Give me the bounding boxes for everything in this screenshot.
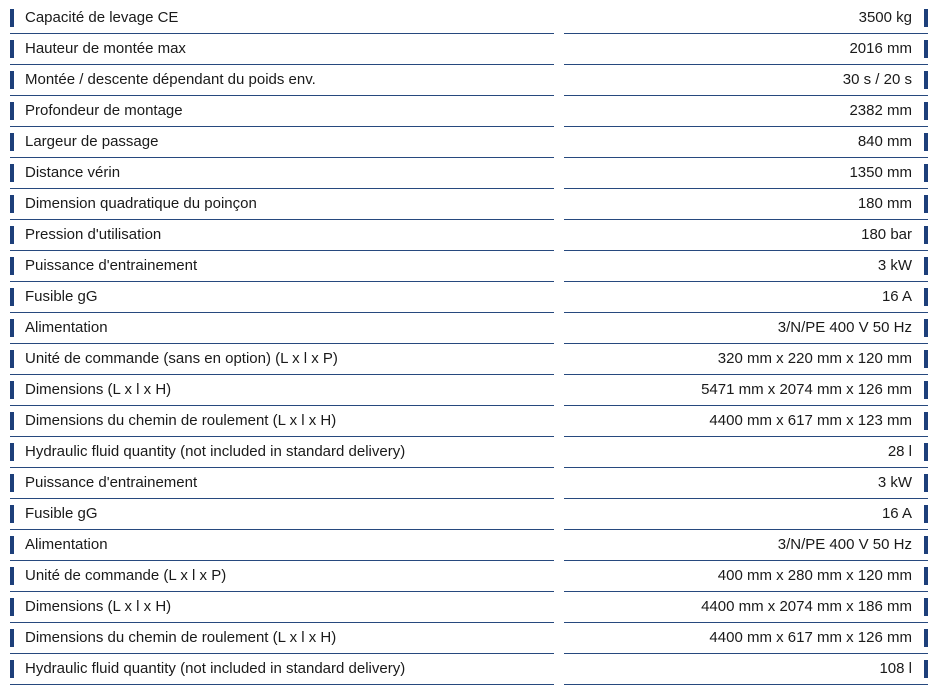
row-accent-bar bbox=[924, 629, 928, 647]
spec-value: 1350 mm bbox=[849, 164, 912, 181]
spec-value: 3/N/PE 400 V 50 Hz bbox=[777, 536, 912, 553]
spec-value-cell bbox=[564, 499, 928, 530]
row-accent-bar bbox=[10, 288, 14, 306]
spec-value: 16 A bbox=[881, 505, 912, 522]
spec-row bbox=[0, 406, 937, 437]
spec-value-cell bbox=[564, 623, 928, 654]
spec-label: Fusible gG bbox=[25, 288, 98, 305]
spec-value: 108 l bbox=[879, 660, 912, 677]
spec-label: Alimentation bbox=[25, 319, 108, 336]
spec-row bbox=[0, 468, 937, 499]
row-accent-bar bbox=[924, 660, 928, 678]
spec-label-cell bbox=[10, 158, 554, 189]
spec-value-cell bbox=[564, 220, 928, 251]
spec-value-cell bbox=[564, 561, 928, 592]
spec-value: 30 s / 20 s bbox=[842, 71, 912, 88]
row-accent-bar bbox=[10, 319, 14, 337]
spec-row bbox=[0, 189, 937, 220]
row-accent-bar bbox=[10, 226, 14, 244]
spec-value-cell bbox=[564, 468, 928, 499]
row-accent-bar bbox=[924, 226, 928, 244]
spec-label: Dimensions (L x l x H) bbox=[25, 598, 172, 615]
spec-value: 4400 mm x 2074 mm x 186 mm bbox=[701, 598, 912, 615]
spec-label: Distance vérin bbox=[25, 164, 121, 181]
spec-label-cell bbox=[10, 65, 554, 96]
spec-value-cell bbox=[564, 96, 928, 127]
spec-value: 3500 kg bbox=[858, 9, 912, 26]
spec-value-cell bbox=[564, 592, 928, 623]
spec-label: Hauteur de montée max bbox=[25, 40, 186, 57]
spec-value-cell bbox=[564, 34, 928, 65]
spec-label: Puissance d'entrainement bbox=[25, 474, 198, 491]
spec-value: 840 mm bbox=[857, 133, 912, 150]
row-accent-bar bbox=[10, 505, 14, 523]
row-accent-bar bbox=[924, 133, 928, 151]
spec-row bbox=[0, 375, 937, 406]
row-accent-bar bbox=[924, 164, 928, 182]
spec-value-cell bbox=[564, 344, 928, 375]
row-accent-bar bbox=[10, 257, 14, 275]
row-accent-bar bbox=[924, 505, 928, 523]
row-accent-bar bbox=[10, 629, 14, 647]
row-accent-bar bbox=[10, 71, 14, 89]
spec-label: Hydraulic fluid quantity (not included in standard delivery) bbox=[25, 660, 406, 677]
spec-label-cell bbox=[10, 220, 554, 251]
row-accent-bar bbox=[924, 381, 928, 399]
spec-value-cell bbox=[564, 437, 928, 468]
spec-label: Dimensions du chemin de roulement (L x l x H) bbox=[25, 412, 337, 429]
row-accent-bar bbox=[10, 164, 14, 182]
spec-value-cell bbox=[564, 3, 928, 34]
spec-row bbox=[0, 3, 937, 34]
spec-value-cell bbox=[564, 406, 928, 437]
row-accent-bar bbox=[924, 598, 928, 616]
spec-label-cell bbox=[10, 3, 554, 34]
spec-row bbox=[0, 344, 937, 375]
spec-value-cell bbox=[564, 65, 928, 96]
spec-row bbox=[0, 158, 937, 189]
spec-value-cell bbox=[564, 313, 928, 344]
spec-row bbox=[0, 654, 937, 685]
spec-value: 16 A bbox=[881, 288, 912, 305]
spec-label-cell bbox=[10, 623, 554, 654]
row-accent-bar bbox=[924, 40, 928, 58]
spec-label-cell bbox=[10, 499, 554, 530]
spec-table bbox=[0, 3, 937, 685]
spec-row bbox=[0, 623, 937, 654]
spec-value-cell bbox=[564, 189, 928, 220]
spec-value-cell bbox=[564, 127, 928, 158]
spec-value: 2382 mm bbox=[849, 102, 912, 119]
spec-value-cell bbox=[564, 654, 928, 685]
spec-value: 180 bar bbox=[861, 226, 912, 243]
spec-row bbox=[0, 127, 937, 158]
row-accent-bar bbox=[10, 102, 14, 120]
spec-value-cell bbox=[564, 282, 928, 313]
spec-value: 180 mm bbox=[857, 195, 912, 212]
row-accent-bar bbox=[924, 9, 928, 27]
spec-label: Unité de commande (L x l x P) bbox=[25, 567, 227, 584]
spec-value: 320 mm x 220 mm x 120 mm bbox=[717, 350, 912, 367]
spec-row bbox=[0, 96, 937, 127]
row-accent-bar bbox=[924, 350, 928, 368]
row-accent-bar bbox=[10, 195, 14, 213]
spec-label-cell bbox=[10, 96, 554, 127]
spec-label: Fusible gG bbox=[25, 505, 98, 522]
spec-label-cell bbox=[10, 313, 554, 344]
row-accent-bar bbox=[10, 443, 14, 461]
row-accent-bar bbox=[10, 660, 14, 678]
row-accent-bar bbox=[924, 288, 928, 306]
spec-value: 3/N/PE 400 V 50 Hz bbox=[777, 319, 912, 336]
row-accent-bar bbox=[10, 412, 14, 430]
spec-row bbox=[0, 592, 937, 623]
spec-value-cell bbox=[564, 375, 928, 406]
spec-label: Dimensions (L x l x H) bbox=[25, 381, 172, 398]
spec-value-cell bbox=[564, 530, 928, 561]
row-accent-bar bbox=[924, 412, 928, 430]
spec-label-cell bbox=[10, 375, 554, 406]
row-accent-bar bbox=[10, 567, 14, 585]
row-accent-bar bbox=[924, 567, 928, 585]
row-accent-bar bbox=[10, 133, 14, 151]
spec-row bbox=[0, 251, 937, 282]
spec-row bbox=[0, 220, 937, 251]
spec-label-cell bbox=[10, 561, 554, 592]
row-accent-bar bbox=[10, 598, 14, 616]
spec-value: 5471 mm x 2074 mm x 126 mm bbox=[701, 381, 912, 398]
spec-row bbox=[0, 530, 937, 561]
spec-label: Montée / descente dépendant du poids env. bbox=[25, 71, 316, 88]
spec-value-cell bbox=[564, 158, 928, 189]
spec-value: 4400 mm x 617 mm x 123 mm bbox=[709, 412, 912, 429]
spec-label-cell bbox=[10, 344, 554, 375]
row-accent-bar bbox=[924, 319, 928, 337]
row-accent-bar bbox=[924, 536, 928, 554]
row-accent-bar bbox=[924, 257, 928, 275]
spec-label-cell bbox=[10, 468, 554, 499]
spec-value: 400 mm x 280 mm x 120 mm bbox=[717, 567, 912, 584]
spec-label-cell bbox=[10, 189, 554, 220]
spec-label: Puissance d'entrainement bbox=[25, 257, 198, 274]
row-accent-bar bbox=[924, 102, 928, 120]
spec-label: Hydraulic fluid quantity (not included in standard delivery) bbox=[25, 443, 406, 460]
spec-value: 28 l bbox=[887, 443, 912, 460]
spec-row bbox=[0, 437, 937, 468]
spec-row bbox=[0, 561, 937, 592]
spec-value-cell bbox=[564, 251, 928, 282]
row-accent-bar bbox=[10, 350, 14, 368]
spec-label: Alimentation bbox=[25, 536, 108, 553]
spec-label-cell bbox=[10, 654, 554, 685]
row-accent-bar bbox=[924, 443, 928, 461]
spec-label: Profondeur de montage bbox=[25, 102, 183, 119]
spec-label: Dimension quadratique du poinçon bbox=[25, 195, 257, 212]
spec-label-cell bbox=[10, 592, 554, 623]
row-accent-bar bbox=[924, 71, 928, 89]
spec-value: 2016 mm bbox=[849, 40, 912, 57]
row-accent-bar bbox=[10, 40, 14, 58]
spec-value: 3 kW bbox=[877, 257, 912, 274]
spec-label-cell bbox=[10, 251, 554, 282]
spec-label: Dimensions du chemin de roulement (L x l x H) bbox=[25, 629, 337, 646]
spec-label: Largeur de passage bbox=[25, 133, 159, 150]
row-accent-bar bbox=[924, 474, 928, 492]
spec-value: 4400 mm x 617 mm x 126 mm bbox=[709, 629, 912, 646]
spec-label-cell bbox=[10, 437, 554, 468]
spec-row bbox=[0, 499, 937, 530]
row-accent-bar bbox=[10, 536, 14, 554]
spec-label-cell bbox=[10, 282, 554, 313]
spec-label: Capacité de levage CE bbox=[25, 9, 179, 26]
spec-label-cell bbox=[10, 406, 554, 437]
spec-label: Pression d'utilisation bbox=[25, 226, 162, 243]
spec-label-cell bbox=[10, 34, 554, 65]
row-accent-bar bbox=[924, 195, 928, 213]
spec-row bbox=[0, 65, 937, 96]
spec-value: 3 kW bbox=[877, 474, 912, 491]
spec-row bbox=[0, 282, 937, 313]
spec-label-cell bbox=[10, 530, 554, 561]
row-accent-bar bbox=[10, 9, 14, 27]
row-accent-bar bbox=[10, 381, 14, 399]
spec-row bbox=[0, 34, 937, 65]
row-accent-bar bbox=[10, 474, 14, 492]
spec-label: Unité de commande (sans en option) (L x l x P) bbox=[25, 350, 338, 367]
spec-row bbox=[0, 313, 937, 344]
spec-label-cell bbox=[10, 127, 554, 158]
